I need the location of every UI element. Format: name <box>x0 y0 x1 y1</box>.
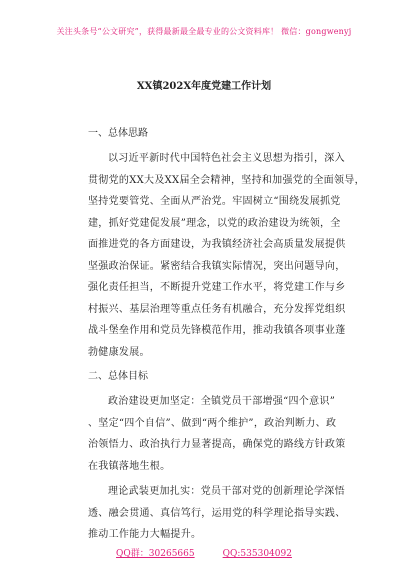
text-line: 勃健康发展。 <box>88 346 150 358</box>
text-line: 建，抓好党建促发展”理念，以党的政治建设为统领，全 <box>88 217 341 229</box>
text-line: 在我镇落地生根。 <box>88 460 171 472</box>
text-line: 推动工作能力大幅提升。 <box>88 529 202 540</box>
paragraph <box>88 481 356 546</box>
text-line: 坚强政治保证。紧密结合我镇实际情况，突出问题导向， <box>88 260 346 272</box>
text-line: 治领悟力、政治执行力显著提高，确保党的路线方针政策 <box>88 439 346 450</box>
header-banner: 关注头条号“公文研究”，获得最新最全最专业的公文资料库！ 微信：gongwenyj <box>56 27 352 36</box>
paragraph <box>88 391 356 477</box>
paragraph <box>88 148 365 363</box>
qq-group-link[interactable]: QQ群：30265665 <box>116 549 195 559</box>
text-line: 政治建设更加坚定：全镇党员干部增强“四个意识” <box>108 396 336 407</box>
section-heading: 二、总体目标 <box>88 371 148 382</box>
text-line: 村振兴、基层治理等重点任务有机融合，充分发挥党组织 <box>88 303 346 315</box>
text-line: 理论武装更加扎实：党员干部对党的创新理论学深悟 <box>108 486 345 497</box>
text-line: 透、融会贯通、真信笃行，运用党的科学理论指导实践、 <box>88 507 346 519</box>
text-line: 以习近平新时代中国特色社会主义思想为指引，深入 <box>108 153 345 164</box>
text-line: 强化责任担当，不断提升党建工作水平，将党建工作与乡 <box>88 282 346 293</box>
qq-contact-link[interactable]: QQ:535304092 <box>222 549 292 559</box>
footer-contact <box>0 546 408 559</box>
text-line: 、坚定“四个自信”、做到“两个维护”，政治判断力、政 <box>88 417 337 429</box>
document-body <box>88 124 365 550</box>
text-line: 坚持党要管党、全面从严治党。牢固树立“围绕发展抓党 <box>88 196 341 207</box>
document-title: XX镇202X年度党建工作计划 <box>136 81 272 92</box>
text-line: 贯彻党的XX大及XX届全会精神，坚持和加强党的全面领导， <box>88 174 365 186</box>
text-line: 战斗堡垒作用和党员先锋模范作用，推动我镇各项事业蓬 <box>88 325 346 336</box>
section-heading: 一、总体思路 <box>88 128 148 139</box>
text-line: 面推进党的各方面建设，为我镇经济社会高质量发展提供 <box>88 239 346 250</box>
